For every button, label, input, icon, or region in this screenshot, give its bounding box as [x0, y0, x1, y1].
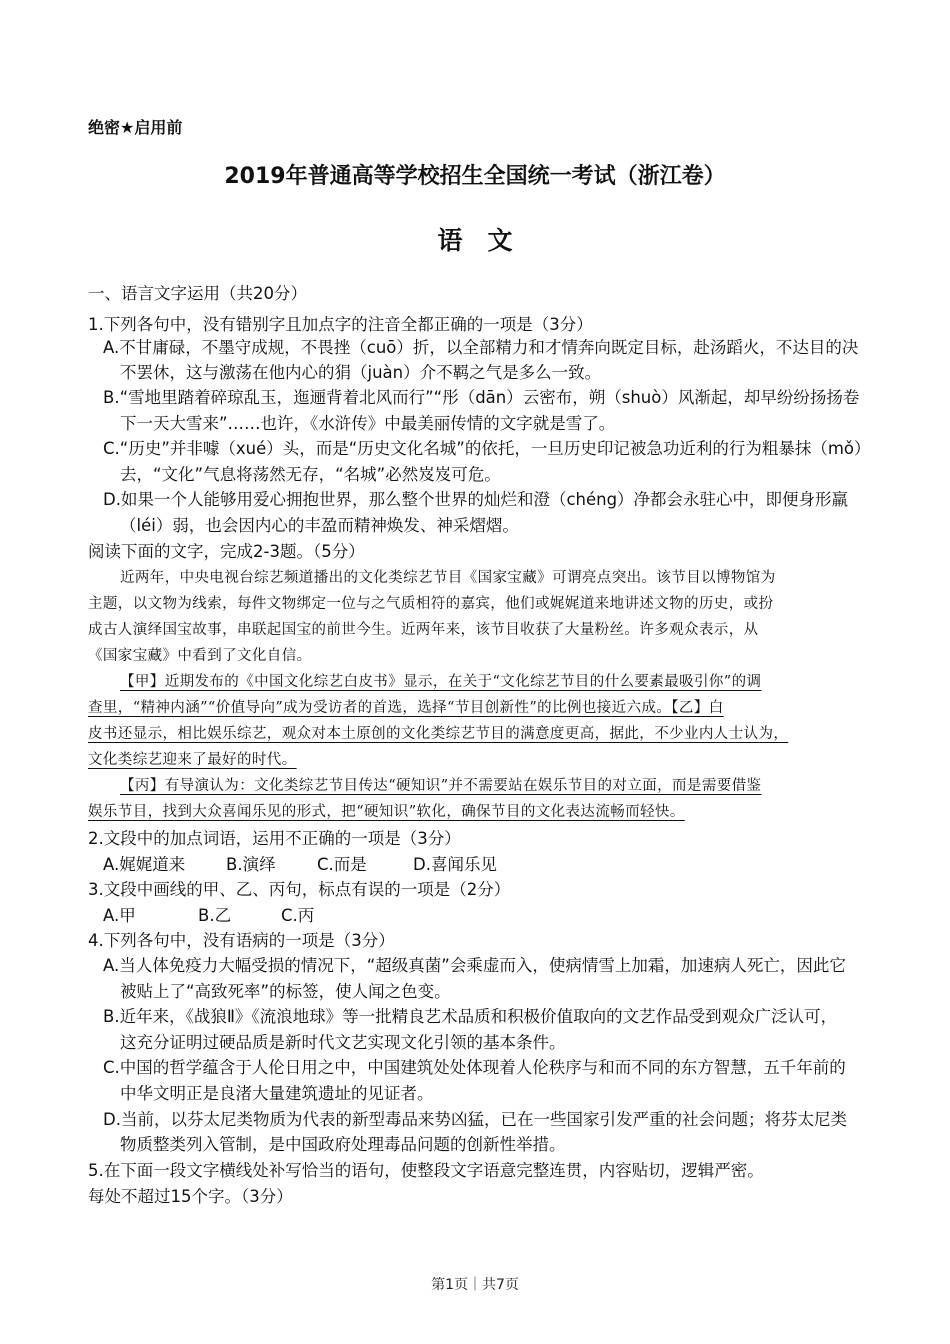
- q1-option-b-line1: B.“雪地里踏着碎琼乱玉，迤逦背着北风而行”“彤（dān）云密布，朔（shuò）风渐起，却早纷纷扬扬卷: [103, 388, 860, 407]
- page-footer: 第1页｜共7页: [431, 1277, 519, 1293]
- question-1-stem: 1.下列各句中，没有错别字且加点字的注音全都正确的一项是（3分）: [88, 315, 593, 334]
- passage-p2-line3: 皮书还显示，相比娱乐综艺，观众对本土原创的文化类综艺节目的满意度更高，据此，不少业内人士认为，: [88, 726, 789, 742]
- q2-option-c: C.而是: [317, 855, 367, 874]
- section-heading: 一、语言文字运用（共20分）: [88, 284, 307, 303]
- passage-p3-line1: 【丙】有导演认为：文化类综艺节目传达“硬知识”并不需要站在娱乐节目的对立面，而是需要借鉴: [120, 778, 762, 794]
- passage-p1-line1: 近两年，中央电视台综艺频道播出的文化类综艺节目《国家宝藏》可谓亮点突出。该节目以博物馆为: [120, 570, 776, 586]
- q3-option-a: A.甲: [103, 906, 136, 925]
- reading-intro: 阅读下面的文字，完成2-3题。（5分）: [88, 542, 365, 561]
- q2-option-b: B.演绎: [226, 855, 276, 874]
- exam-title: 2019年普通高等学校招生全国统一考试（浙江卷）: [224, 164, 726, 189]
- q4-option-b-line1: B.近年来，《战狼Ⅱ》《流浪地球》等一批精良艺术品质和积极价值取向的文艺作品受到观众广泛认可，: [103, 1007, 838, 1026]
- q1-option-c-line1: C.“历史”并非噱（xué）头，而是“历史文化名城”的依托，一旦历史印记被急功近利的行为粗暴抹（mǒ）: [103, 439, 871, 458]
- q1-option-a-line2: 不罢休，这与激荡在他内心的狷（juàn）介不羁之气是多么一致。: [120, 363, 602, 382]
- q1-option-d-line1: D.如果一个人能够用爱心拥抱世界，那么整个世界的灿烂和澄（chéng）净都会永驻心中，即便身形羸: [103, 490, 849, 509]
- q4-option-c-line1: C.中国的哲学蕴含于人伦日用之中，中国建筑处处体现着人伦秩序与和而不同的东方智慧，五千年前的: [103, 1058, 846, 1077]
- passage-p2-line4: 文化类综艺迎来了最好的时代。: [88, 752, 297, 768]
- passage-p3-line2: 娱乐节目，找到大众喜闻乐见的形式，把“硬知识”软化，确保节目的文化表达流畅而轻快。: [88, 804, 685, 820]
- q4-option-a-line1: A.当人体免疫力大幅受损的情况下，“超级真菌”会乘虚而入，使病情雪上加霜，加速病人死亡，因此它: [103, 956, 846, 975]
- question-5-stem: 5.在下面一段文字横线处补写恰当的语句，使整段文字语意完整连贯，内容贴切，逻辑严密。: [88, 1161, 764, 1180]
- question-5-limit: 每处不超过15个字。（3分）: [88, 1187, 293, 1206]
- question-3-stem: 3.文段中画线的甲、乙、丙句，标点有误的一项是（2分）: [88, 880, 511, 899]
- q4-option-a-line2: 被贴上了“高致死率”的标签，使人闻之色变。: [120, 982, 451, 1001]
- question-4-stem: 4.下列各句中，没有语病的一项是（3分）: [88, 931, 395, 950]
- subject-title: 语 文: [437, 226, 513, 255]
- q1-option-b-line2: 下一天大雪来”……也许，《水浒传》中最美丽传情的文字就是雪了。: [120, 414, 616, 433]
- passage-p1-line4: 《国家宝藏》中看到了文化自信。: [88, 648, 312, 664]
- q2-option-a: A.娓娓道来: [103, 855, 186, 874]
- q1-option-c-line2: 去，“文化”气息将荡然无存，“名城”必然岌岌可危。: [120, 465, 501, 484]
- q4-option-c-line2: 中华文明正是良渚大量建筑遗址的见证者。: [120, 1084, 434, 1103]
- q3-option-c: C.丙: [281, 906, 315, 925]
- q4-option-d-line2: 物质整类列入管制，是中国政府处理毒品问题的创新性举措。: [120, 1135, 566, 1154]
- passage-p1-line3: 成古人演绎国宝故事，串联起国宝的前世今生。近两年来，该节目收获了大量粉丝。许多观众表示，从: [88, 622, 759, 638]
- q3-option-b: B.乙: [198, 906, 232, 925]
- secret-mark: 绝密★启用前: [88, 118, 183, 137]
- q2-option-d: D.喜闻乐见: [413, 855, 497, 874]
- question-2-stem: 2.文段中的加点词语，运用不正确的一项是（3分）: [88, 829, 461, 848]
- q4-option-d-line1: D.当前，以芬太尼类物质为代表的新型毒品来势凶猛，已在一些国家引发严重的社会问题；将芬太尼类: [103, 1110, 847, 1129]
- q1-option-d-line2: （léi）弱，也会因内心的丰盈而精神焕发、神采熠熠。: [120, 516, 519, 535]
- q1-option-a-line1: A.不甘庸碌，不墨守成规，不畏挫（cuō）折，以全部精力和才情奔向既定目标，赴汤蹈火，不达目的决: [103, 338, 859, 357]
- passage-p2-line1: 【甲】近期发布的《中国文化综艺白皮书》显示，在关于“文化综艺节目的什么要素最吸引你”的调: [120, 674, 762, 690]
- q4-option-b-line2: 这充分证明过硬品质是新时代文艺实现文化引领的基本条件。: [120, 1033, 566, 1052]
- passage-p2-line2: 查里，“精神内涵”“价值导向”成为受访者的首选，选择“节目创新性”的比例也接近六成。【乙】白: [88, 700, 724, 716]
- passage-p1-line2: 主题，以文物为线索，每件文物绑定一位与之气质相符的嘉宾，他们或娓娓道来地讲述文物的历史，或扮: [88, 596, 774, 612]
